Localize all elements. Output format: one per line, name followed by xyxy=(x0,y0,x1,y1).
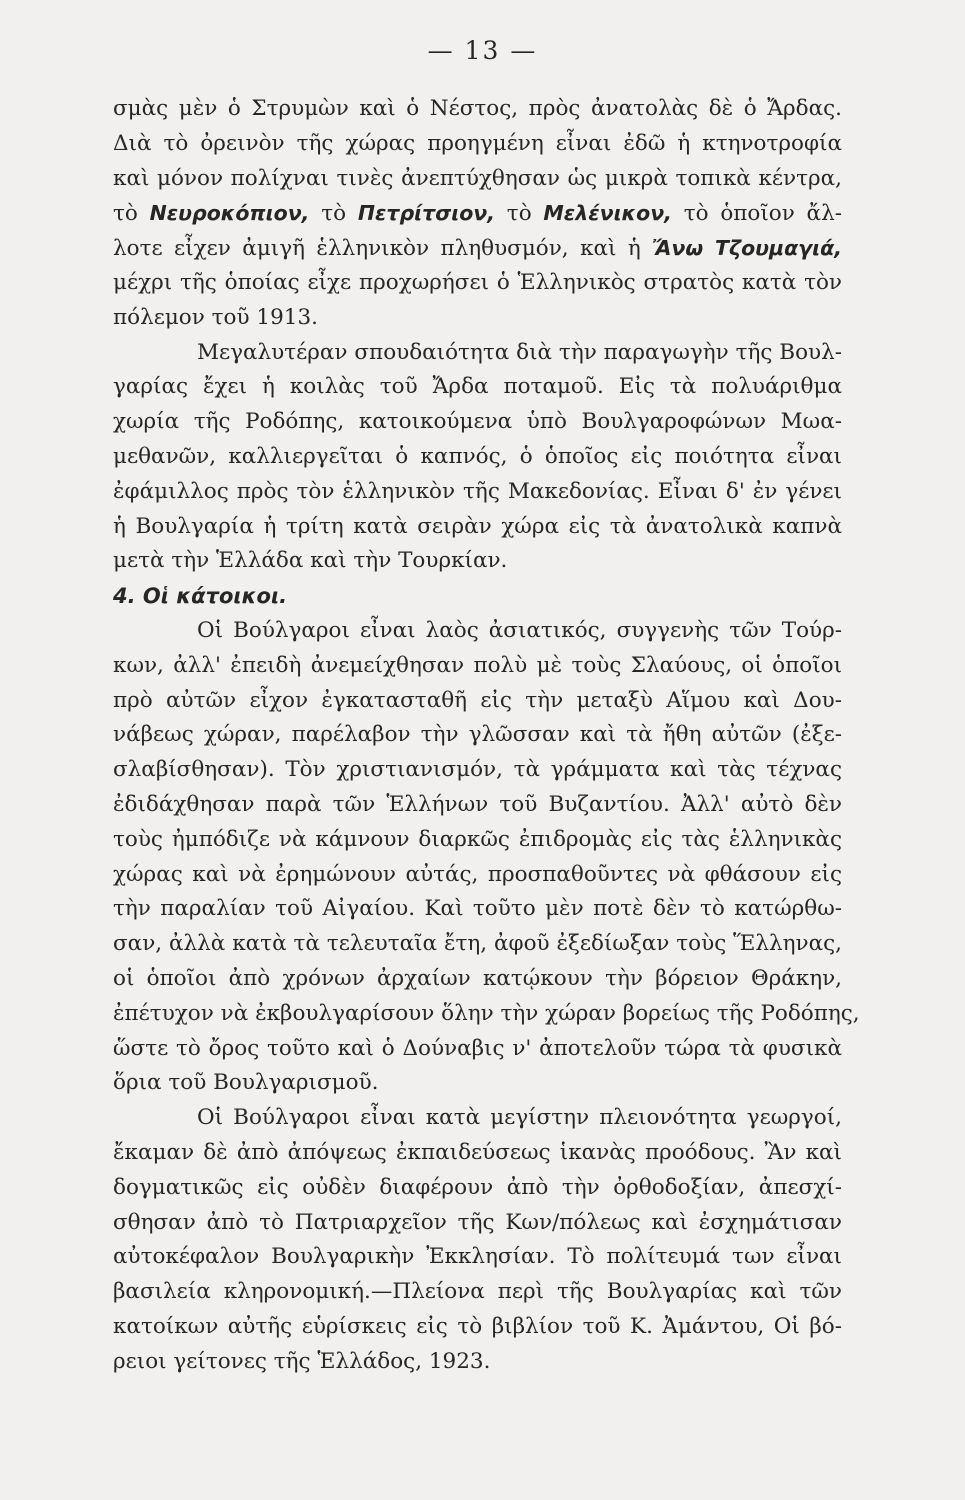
text-line: Διὰ τὸ ὀρεινὸν τῆς χώρας προηγμένη εἶναι ἐδῶ ἡ κτηνοτροφία xyxy=(113,130,842,156)
text-line: Οἱ Βούλγαροι εἶναι κατὰ μεγίστην πλειονότητα γεωργοί, xyxy=(197,1105,842,1131)
text-line: αὐτοκέφαλον Βουλγαρικὴν Ἐκκλησίαν. Τὸ πολίτευμά των εἶναι xyxy=(113,1244,842,1270)
paragraph-1 xyxy=(113,92,842,336)
text-run: τὸ ὁποῖον ἄλ- xyxy=(671,201,842,227)
paragraph-2 xyxy=(113,336,842,580)
text-line: γαρίας ἔχει ἡ κοιλὰς τοῦ Ἄρδα ποταμοῦ. Εἰς τὰ πολυάριθμα xyxy=(113,374,842,400)
section-heading: 4. Οἱ κάτοικοι. xyxy=(113,584,288,609)
text-line: νάβεως χώραν, παρέλαβον τὴν γλῶσσαν καὶ τὰ ἤθη αὐτῶν (ἐξε- xyxy=(113,722,842,748)
place-name-ano-tzoumagia: Ἄνω Τζουμαγιά, xyxy=(652,236,842,261)
text-line: ὥστε τὸ ὄρος τοῦτο καὶ ὁ Δούναβις ν' ἀποτελοῦν τώρα τὰ φυσικὰ xyxy=(113,1035,842,1061)
text-line: σλαβίσθησαν). Τὸν χριστιανισμόν, τὰ γράμματα καὶ τὰς τέχνας xyxy=(113,757,842,783)
text-line: καὶ μόνον πολίχναι τινὲς ἀνεπτύχθησαν ὡς μικρὰ τοπικὰ κέντρα, xyxy=(113,165,842,191)
text-run: τὸ xyxy=(309,201,358,227)
text-line: οἱ ὁποῖοι ἀπὸ χρόνων ἀρχαίων κατῴκουν τὴν βόρειον Θράκην, xyxy=(113,965,842,991)
text-line: κων, ἀλλ' ἐπειδὴ ἀνεμείχθησαν πολὺ μὲ τοὺς Σλαύους, οἱ ὁποῖοι xyxy=(113,652,842,678)
text-line: χωρία τῆς Ροδόπης, κατοικούμενα ὑπὸ Βουλγαροφώνων Μωα- xyxy=(113,409,842,435)
text-line: ἡ Βουλγαρία ἡ τρίτη κατὰ σειρὰν χώρα εἰς τὰ ἀνατολικὰ καπνὰ xyxy=(113,513,842,539)
paragraph-4 xyxy=(113,1101,842,1379)
text-run: τὸ xyxy=(113,201,150,227)
text-line: σαν, ἀλλὰ κατὰ τὰ τελευταῖα ἔτη, ἀφοῦ ἐξεδίωξαν τοὺς Ἕλληνας, xyxy=(113,931,842,957)
text-line: χώρας καὶ νὰ ἐρημώνουν αὐτάς, προσπαθοῦντες νὰ φθάσουν εἰς xyxy=(113,861,842,887)
text-line: πόλεμον τοῦ 1913. xyxy=(113,304,318,330)
text-line: τοὺς ἠμπόδιζε νὰ κάμνουν διαρκῶς ἐπιδρομὰς εἰς τὰς ἑλληνικὰς xyxy=(113,826,842,852)
text-run: τὸ xyxy=(495,201,544,227)
text-line: μετὰ τὴν Ἑλλάδα καὶ τὴν Τουρκίαν. xyxy=(113,548,508,574)
text-line: δογματικῶς εἰς οὐδὲν διαφέρουν ἀπὸ τὴν ὀρθοδοξίαν, ἀπεσχί- xyxy=(113,1174,842,1200)
page-number: — 13 — xyxy=(427,36,538,65)
text-line: Οἱ Βούλγαροι εἶναι λαὸς ἀσιατικός, συγγενὴς τῶν Τούρ- xyxy=(197,617,842,643)
text-line: πρὸ αὐτῶν εἶχον ἐγκατασταθῆ εἰς τὴν μεταξὺ Αἵμου καὶ Δου- xyxy=(113,687,842,713)
text-line: τὴν παραλίαν τοῦ Αἰγαίου. Καὶ τοῦτο μὲν ποτὲ δὲν τὸ κατώρθω- xyxy=(113,896,842,922)
text-line: μέχρι τῆς ὁποίας εἶχε προχωρήσει ὁ Ἑλληνικὸς στρατὸς κατὰ τὸν xyxy=(113,269,842,295)
text-run: λοτε εἶχεν ἀμιγῆ ἑλληνικὸν πληθυσμόν, καὶ ἡ xyxy=(113,236,653,262)
text-line: ἐπέτυχον νὰ ἐκβουλγαρίσουν ὅλην τὴν χώραν βορείως τῆς Ροδόπης, xyxy=(113,1000,860,1026)
text-line: κατοίκων αὐτῆς εὑρίσκεις εἰς τὸ βιβλίον τοῦ Κ. Ἀμάντου, Οἱ βό- xyxy=(113,1313,842,1339)
place-name-petritsion: Πετρίτσιον, xyxy=(357,201,496,226)
text-line: σμὰς μὲν ὁ Στρυμὼν καὶ ὁ Νέστος, πρὸς ἀνατολὰς δὲ ὁ Ἄρδας. xyxy=(113,96,842,121)
text-line: σθησαν ἀπὸ τὸ Πατριαρχεῖον τῆς Κων/πόλεως καὶ ἐσχημάτισαν xyxy=(113,1209,842,1235)
place-name-nevrokopion: Νευροκόπιον, xyxy=(149,201,310,226)
text-line: μεθανῶν, καλλιεργεῖται ὁ καπνός, ὁ ὁποῖος εἰς ποιότητα εἶναι xyxy=(113,443,842,469)
place-name-melenikon: Μελένικον, xyxy=(543,201,672,226)
text-line xyxy=(113,196,842,231)
text-line: ὅρια τοῦ Βουλγαρισμοῦ. xyxy=(113,1070,379,1096)
text-line: Μεγαλυτέραν σπουδαιότητα διὰ τὴν παραγωγὴν τῆς Βουλ- xyxy=(197,339,842,365)
text-line: ἔκαμαν δὲ ἀπὸ ἀπόψεως ἐκπαιδεύσεως ἱκανὰς προόδους. Ἂν καὶ xyxy=(113,1139,842,1165)
paragraph-3 xyxy=(113,614,860,1101)
document-body xyxy=(113,92,860,1379)
text-line: βασιλεία κληρονομική.—Πλείονα περὶ τῆς Βουλγαρίας καὶ τῶν xyxy=(113,1279,842,1305)
text-line: ἐδιδάχθησαν παρὰ τῶν Ἑλλήνων τοῦ Βυζαντίου. Ἀλλ' αὐτὸ δὲν xyxy=(113,791,842,817)
text-line: ἐφάμιλλος πρὸς τὸν ἑλληνικὸν τῆς Μακεδονίας. Εἶναι δ' ἐν γένει xyxy=(113,478,842,504)
text-line: ρειοι γείτονες τῆς Ἑλλάδος, 1923. xyxy=(113,1348,491,1374)
text-line xyxy=(113,231,842,266)
